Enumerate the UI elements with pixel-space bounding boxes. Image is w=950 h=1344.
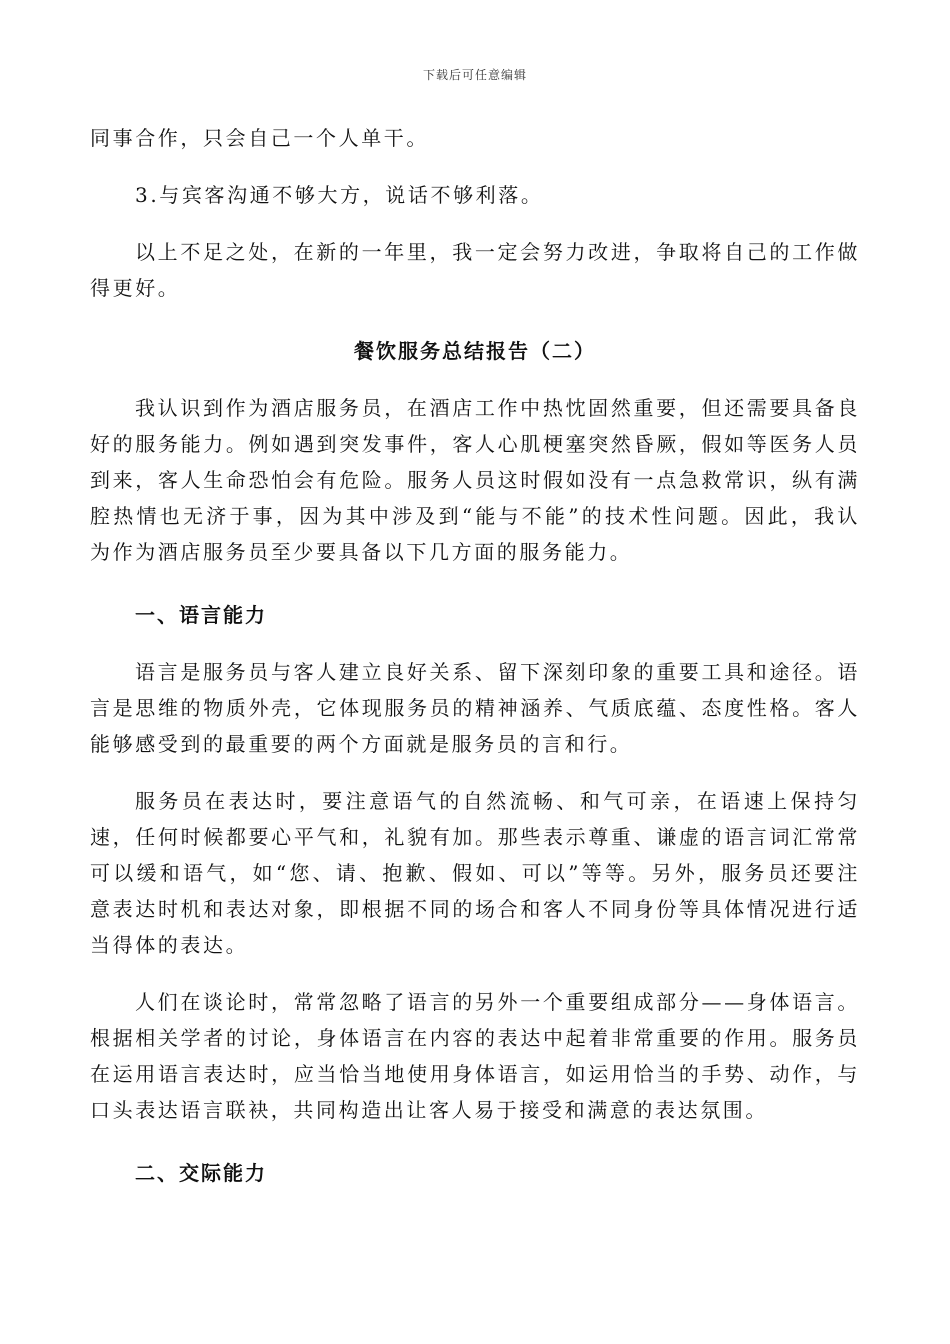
paragraph-continuation: 同事合作，只会自己一个人单干。 <box>90 126 429 150</box>
paragraph-language-1: 语言是服务员与客人建立良好关系、留下深刻印象的重要工具和途径。语言是思维的物质外壳，它体现服务员的精神涵养、气质底蕴、态度性格。客人能够感受到的最重要的两个方面就是服务员的言和行。 <box>90 660 860 756</box>
document-body <box>90 120 860 1191</box>
page-header: 下载后可任意编辑 <box>422 68 527 82</box>
paragraph-intro: 我认识到作为酒店服务员，在酒店工作中热忱固然重要，但还需要具备良好的服务能力。例如遇到突发事件，客人心肌梗塞突然昏厥，假如等医务人员到来，客人生命恐怕会有危险。服务人员这时假如没有一点急救常识，纵有满腔热情也无济于事，因为其中涉及到“能与不能”的技术性问题。因此，我认为作为酒店服务员至少要具备以下几方面的服务能力。 <box>90 396 860 564</box>
report-title: 餐饮服务总结报告（二） <box>354 339 596 363</box>
section-heading-language: 一、语言能力 <box>135 603 267 627</box>
paragraph-item-3: 3.与宾客沟通不够大方，说话不够利落。 <box>135 183 544 207</box>
paragraph-language-3: 人们在谈论时，常常忽略了语言的另外一个重要组成部分——身体语言。根据相关学者的讨论，身体语言在内容的表达中起着非常重要的作用。服务员在运用语言表达时，应当恰当地使用身体语言，如运用恰当的手势、动作，与口头表达语言联袂，共同构造出让客人易于接受和满意的表达氛围。 <box>90 990 860 1122</box>
paragraph-language-2: 服务员在表达时，要注意语气的自然流畅、和气可亲，在语速上保持匀速，任何时候都要心平气和，礼貌有加。那些表示尊重、谦虚的语言词汇常常可以缓和语气，如“您、请、抱歉、假如、可以”等等。另外，服务员还要注意表达时机和表达对象，即根据不同的场合和客人不同身份等具体情况进行适当得体的表达。 <box>90 789 860 957</box>
section-heading-communication: 二、交际能力 <box>135 1161 267 1185</box>
paragraph-conclusion: 以上不足之处，在新的一年里，我一定会努力改进，争取将自己的工作做得更好。 <box>90 240 860 300</box>
